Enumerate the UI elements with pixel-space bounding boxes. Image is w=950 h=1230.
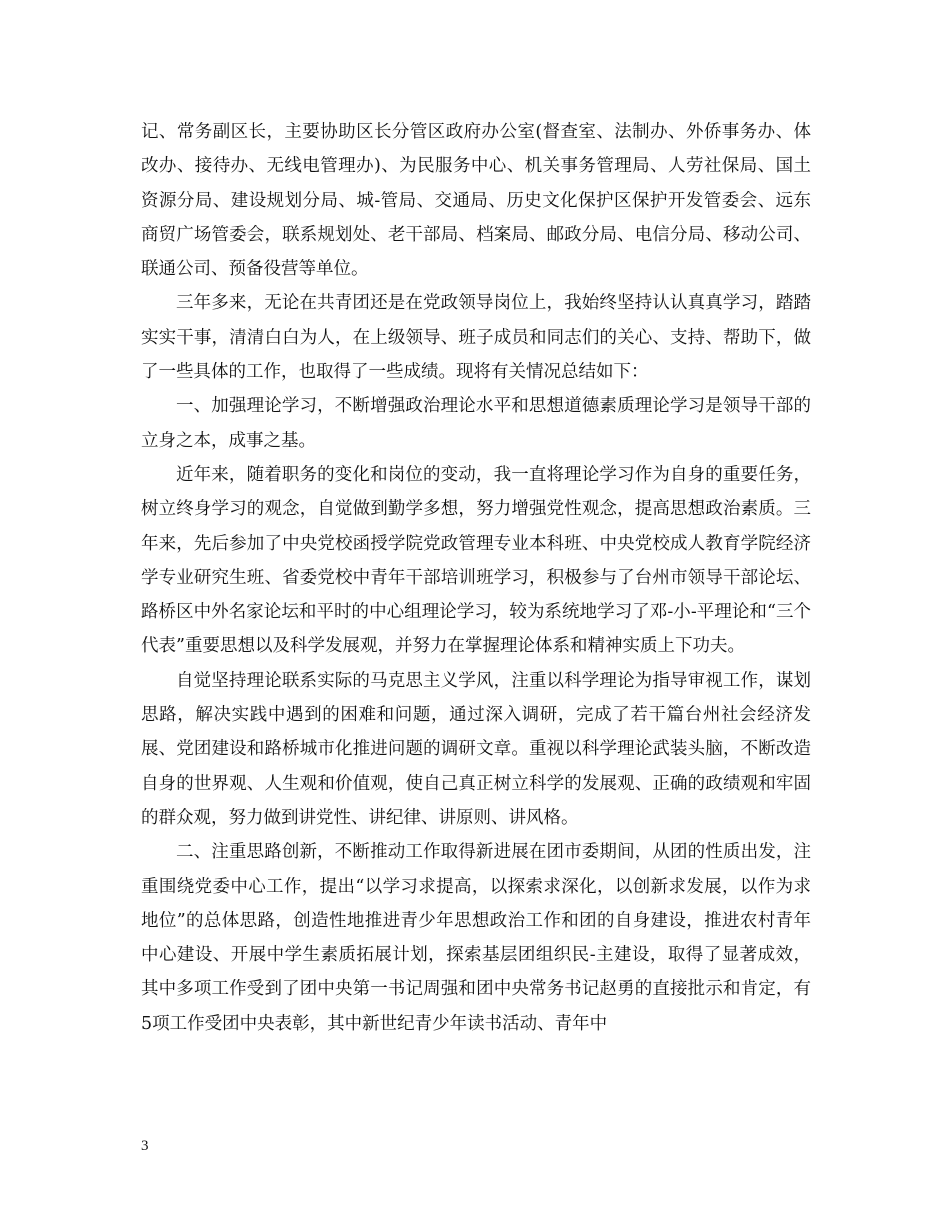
body-text: [141, 115, 811, 1041]
paragraph-section-two: 二、注重思路创新，不断推动工作取得新进展在团市委期间，从团的性质出发，注重围绕党委中心工作，提出“以学习求提高，以探索求深化，以创新求发展，以作为求地位”的总体思路，创造性地推进青少年思想政治工作和团的自身建设，推进农村青年中心建设、开展中学生素质拓展计划，探索基层团组织民-主建设，取得了显著成效，其中多项工作受到了团中央第一书记周强和团中央常务书记赵勇的直接批示和肯定，有5项工作受团中央表彰，其中新世纪青少年读书活动、青年中: [141, 842, 811, 1034]
paragraph-continuation: 记、常务副区长，主要协助区长分管区政府办公室(督查室、法制办、外侨事务办、体改办、接待办、无线电管理办)、为民服务中心、机关事务管理局、人劳社保局、国土资源分局、建设规划分局、城-管局、交通局、历史文化保护区保护开发管委会、远东商贸广场管委会，联系规划处、老干部局、档案局、邮政分局、电信分局、移动公司、联通公司、预备役营等单位。: [141, 122, 811, 280]
paragraph-section-one-heading: 一、加强理论学习，不断增强政治理论水平和思想道德素质理论学习是领导干部的立身之本，成事之基。: [141, 396, 811, 451]
paragraph-study-practice: 自觉坚持理论联系实际的马克思主义学风，注重以科学理论为指导审视工作，谋划思路，解决实践中遇到的困难和问题，通过深入调研，完成了若干篇台州社会经济发展、党团建设和路桥城市化推进问题的调研文章。重视以科学理论武装头脑，不断改造自身的世界观、人生观和价值观，使自己真正树立科学的发展观、正确的政绩观和牢固的群众观，努力做到讲党性、讲纪律、讲原则、讲风格。: [141, 670, 811, 828]
page-number: 3: [141, 1138, 149, 1154]
paragraph-intro: 三年多来，无论在共青团还是在党政领导岗位上，我始终坚持认认真真学习，踏踏实实干事，清清白白为人，在上级领导、班子成员和同志们的关心、支持、帮助下，做了一些具体的工作，也取得了一些成绩。现将有关情况总结如下：: [141, 293, 811, 383]
paragraph-study-record: 近年来，随着职务的变化和岗位的变动，我一直将理论学习作为自身的重要任务，树立终身学习的观念，自觉做到勤学多想，努力增强党性观念，提高思想政治素质。三年来，先后参加了中央党校函授学院党政管理专业本科班、中央党校成人教育学院经济学专业研究生班、省委党校中青年干部培训班学习，积极参与了台州市领导干部论坛、路桥区中外名家论坛和平时的中心组理论学习，较为系统地学习了邓-小-平理论和“三个代表”重要思想以及科学发展观，并努力在掌握理论体系和精神实质上下功夫。: [141, 464, 811, 657]
